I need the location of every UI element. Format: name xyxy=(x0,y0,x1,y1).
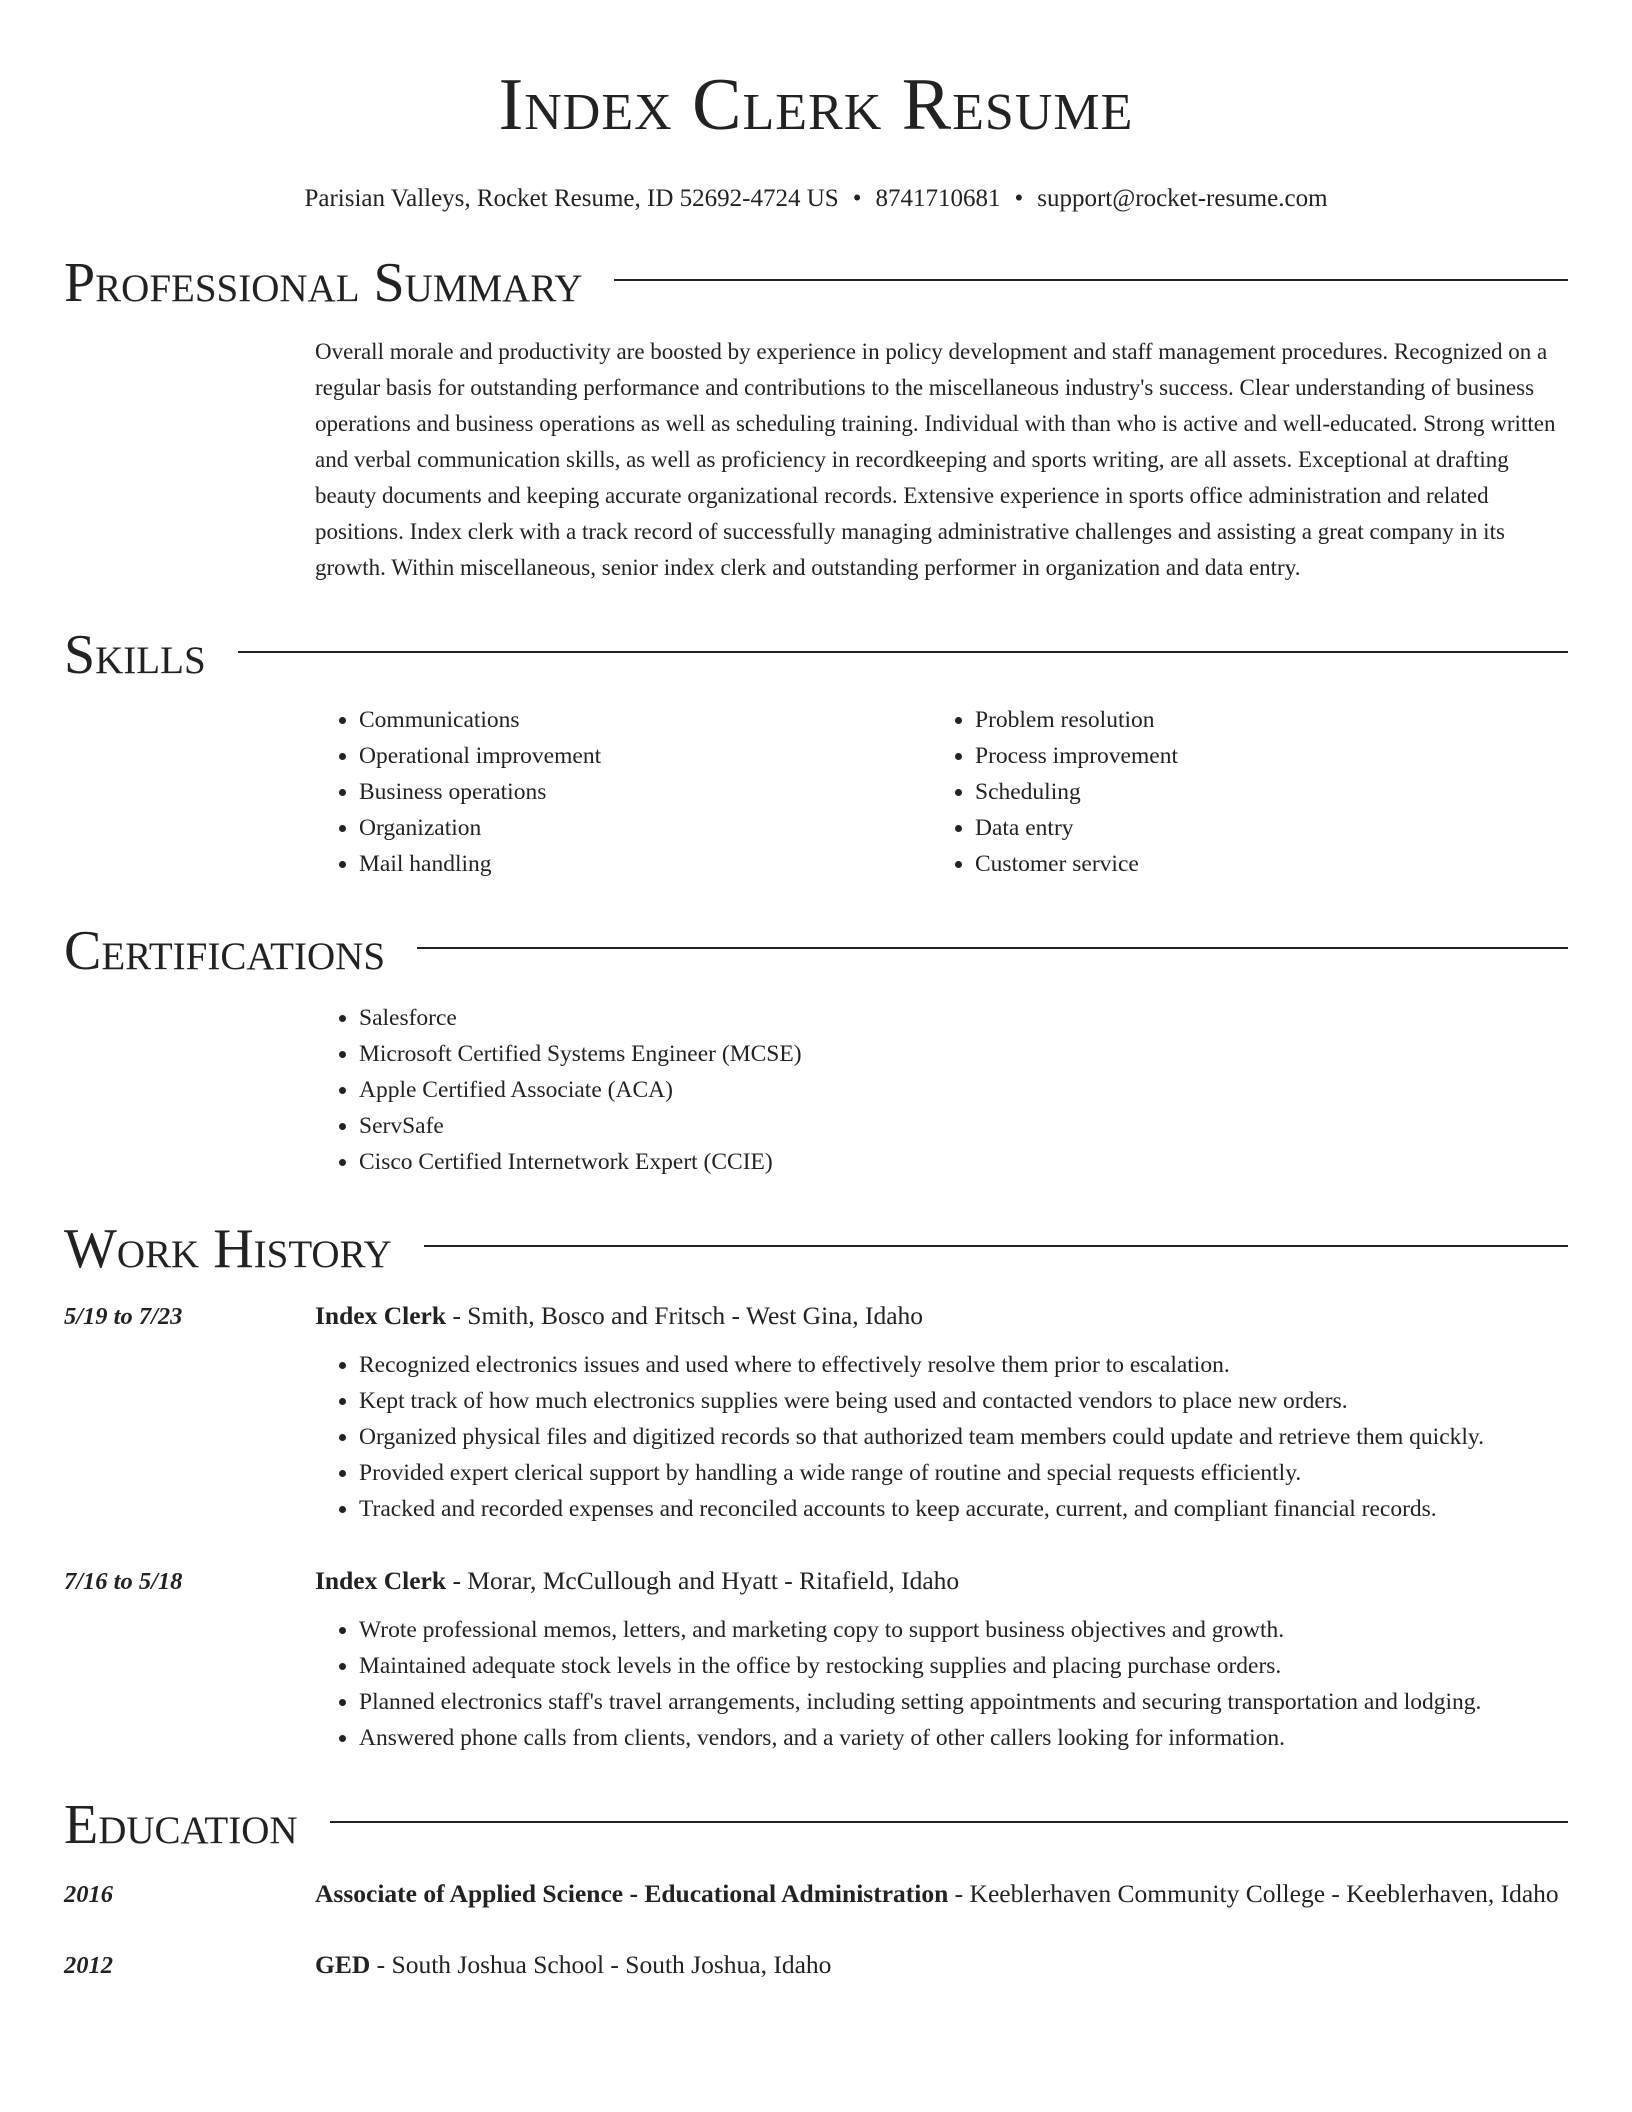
section-divider xyxy=(330,1821,1568,1823)
education-section-header xyxy=(64,1790,1568,1860)
skills-list xyxy=(315,702,1568,882)
skill-item: • Business operations xyxy=(359,774,931,810)
job-header xyxy=(315,1296,1568,1336)
skill-item: • Customer service xyxy=(975,846,1547,882)
section-divider xyxy=(238,651,1568,653)
skill-item: • Communications xyxy=(359,702,931,738)
section-divider xyxy=(417,947,1568,949)
contact-phone: 8741710681 xyxy=(875,185,1001,212)
education-year: 2016 xyxy=(64,1881,113,1908)
summary-heading: Professional Summary xyxy=(64,252,583,314)
contact-separator: • xyxy=(1014,185,1024,212)
skill-item: • Problem resolution xyxy=(975,702,1547,738)
skill-item: • Data entry xyxy=(975,810,1547,846)
skill-item: • Organization xyxy=(359,810,931,846)
certification-item: • Microsoft Certified Systems Engineer (MCSE) xyxy=(359,1036,1568,1072)
job-duties xyxy=(315,1347,1568,1527)
job-duty: • Answered phone calls from clients, vendors, and a variety of other callers looking for information. xyxy=(359,1720,1568,1756)
job-entry xyxy=(64,1296,1568,1527)
job-duties xyxy=(315,1612,1568,1756)
certification-item: • Cisco Certified Internetwork Expert (CCIE) xyxy=(359,1144,1568,1180)
job-duty: • Tracked and recorded expenses and reconciled accounts to keep accurate, current, and compliant financial records. xyxy=(359,1491,1568,1527)
education-school: - Keeblerhaven Community College - Keeblerhaven, Idaho xyxy=(948,1879,1559,1908)
job-header xyxy=(315,1561,1568,1601)
job-employer: - Morar, McCullough and Hyatt - Ritafield, Idaho xyxy=(446,1566,960,1595)
job-duty: • Organized physical files and digitized records so that authorized team members could update and retrieve them quickly. xyxy=(359,1419,1568,1455)
certification-item: • Salesforce xyxy=(359,1000,1568,1036)
education-entry xyxy=(64,1945,1568,1986)
job-entry xyxy=(64,1561,1568,1756)
job-duty: • Wrote professional memos, letters, and marketing copy to support business objectives and growth. xyxy=(359,1612,1568,1648)
certification-item: • Apple Certified Associate (ACA) xyxy=(359,1072,1568,1108)
education-header xyxy=(315,1874,1568,1914)
job-employer: - Smith, Bosco and Fritsch - West Gina, Idaho xyxy=(446,1301,924,1330)
certification-item: • ServSafe xyxy=(359,1108,1568,1144)
education-entry xyxy=(64,1874,1568,1915)
section-divider xyxy=(424,1245,1568,1247)
skills-section-header xyxy=(64,620,1568,690)
education-header xyxy=(315,1945,1568,1985)
job-duty: • Kept track of how much electronics supplies were being used and contacted vendors to place new orders. xyxy=(359,1383,1568,1419)
skills-column-right xyxy=(931,702,1547,882)
certifications-section-header xyxy=(64,916,1568,986)
education-degree: GED xyxy=(315,1950,371,1979)
contact-address: Parisian Valleys, Rocket Resume, ID 52692-4724 US xyxy=(304,185,839,212)
contact-line xyxy=(64,184,1568,214)
resume-title: Index Clerk Resume xyxy=(498,64,1134,146)
contact-separator: • xyxy=(852,185,862,212)
certifications-list xyxy=(315,1000,1568,1180)
job-duty: • Maintained adequate stock levels in the office by restocking supplies and placing purchase orders. xyxy=(359,1648,1568,1684)
work-history-heading: Work History xyxy=(64,1218,392,1280)
job-duty: • Provided expert clerical support by handling a wide range of routine and special requests efficiently. xyxy=(359,1455,1568,1491)
job-title: Index Clerk xyxy=(315,1301,447,1330)
education-year: 2012 xyxy=(64,1952,113,1979)
skills-column-left xyxy=(315,702,931,882)
skill-item: • Mail handling xyxy=(359,846,931,882)
work-history-section-header xyxy=(64,1214,1568,1284)
job-duty: • Recognized electronics issues and used where to effectively resolve them prior to escalation. xyxy=(359,1347,1568,1383)
contact-email: support@rocket-resume.com xyxy=(1037,185,1328,212)
job-title: Index Clerk xyxy=(315,1566,447,1595)
job-dates: 5/19 to 7/23 xyxy=(64,1303,183,1330)
education-heading: Education xyxy=(64,1794,298,1856)
education-degree: Associate of Applied Science - Educational Administration xyxy=(315,1879,949,1908)
summary-text: Overall morale and productivity are boosted by experience in policy development and staff management procedures. Recognized on a regular basis for outstanding performance and contributions to the miscellaneous industry's success. Clear understanding of business operations and business operations as well as scheduling training. Individual with than who is active and well-educated. Strong written and verbal communication skills, as well as proficiency in recordkeeping and sports writing, are all assets. Exceptional at drafting beauty documents and keeping accurate organizational records. Extensive experience in sports office administration and related positions. Index clerk with a track record of successfully managing administrative challenges and assisting a great company in its growth. Within miscellaneous, senior index clerk and outstanding performer in organization and data entry. xyxy=(315,339,1556,580)
education-school: - South Joshua School - South Joshua, Idaho xyxy=(370,1950,832,1979)
job-dates: 7/16 to 5/18 xyxy=(64,1568,183,1595)
summary-section-header xyxy=(64,248,1568,318)
section-divider xyxy=(614,279,1568,281)
skill-item: • Process improvement xyxy=(975,738,1547,774)
skills-heading: Skills xyxy=(64,624,206,686)
skill-item: • Operational improvement xyxy=(359,738,931,774)
certifications-heading: Certifications xyxy=(64,920,386,982)
skill-item: • Scheduling xyxy=(975,774,1547,810)
job-duty: • Planned electronics staff's travel arrangements, including setting appointments and securing transportation and lodging. xyxy=(359,1684,1568,1720)
